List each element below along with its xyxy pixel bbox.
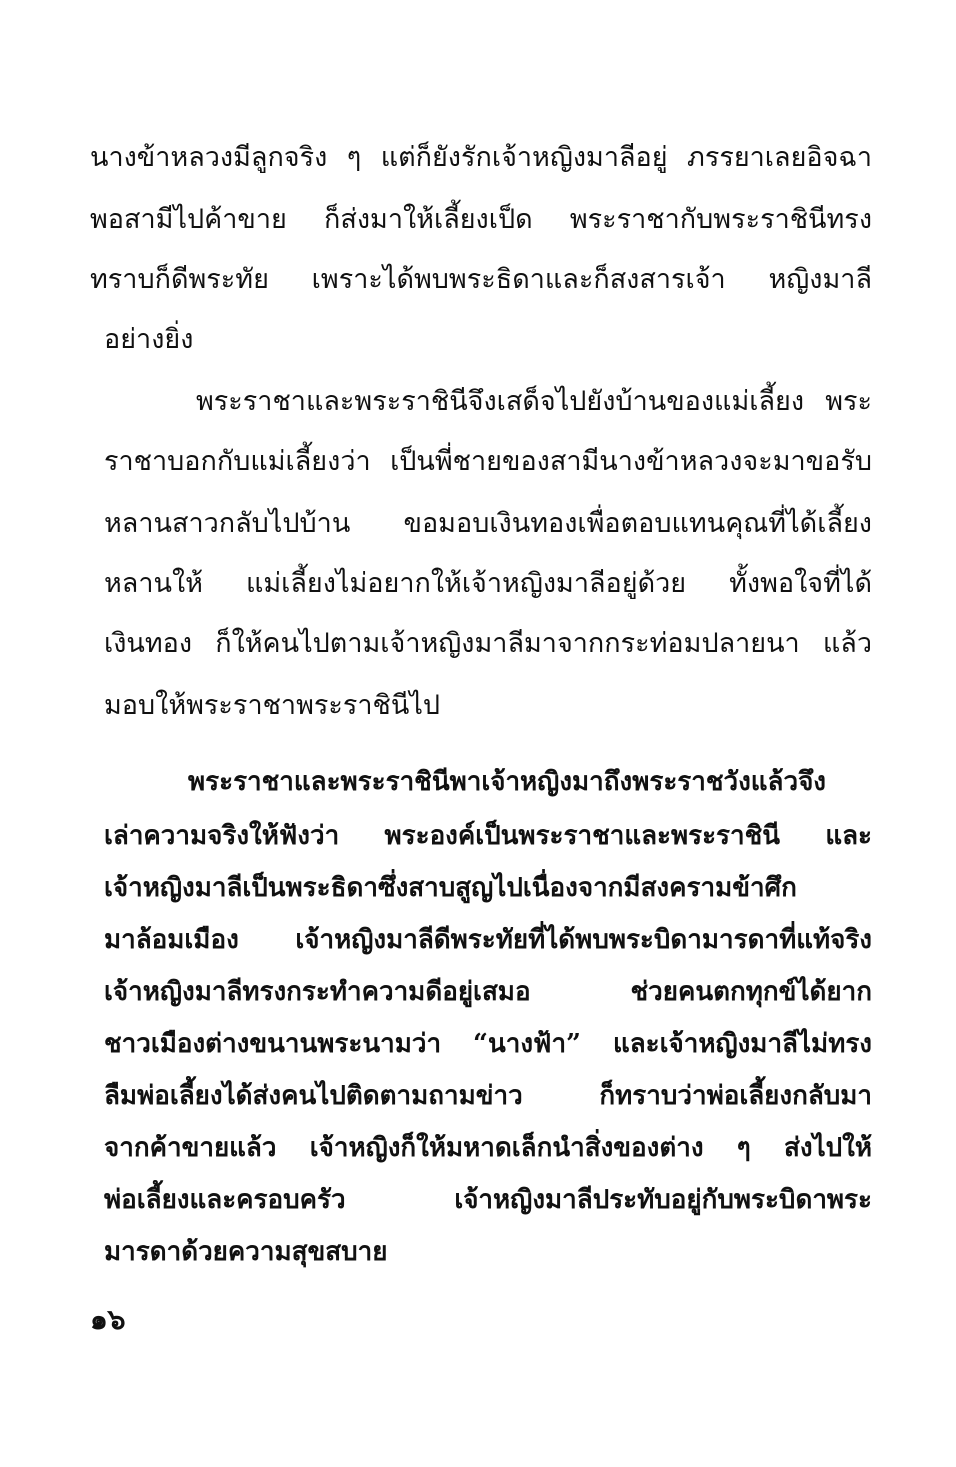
text-line: พระราชาและพระราชินีพาเจ้าหญิงมาถึงพระราชวังแล้วจึง [188,767,827,797]
text-line: ชาวเมืองต่างขนานพระนามว่า “นางฟ้า” และเจ้าหญิงมาลีไม่ทรง [104,1029,872,1059]
text-line: ลืมพ่อเลี้ยงได้ส่งคนไปติดตามถามข่าว ก็ทราบว่าพ่อเลี้ยงกลับมา [104,1081,872,1111]
text-line: หลานให้ แม่เลี้ยงไม่อยากให้เจ้าหญิงมาลีอยู่ด้วย ทั้งพอใจที่ได้ [104,568,872,599]
text-line: นางข้าหลวงมีลูกจริง ๆ แต่ก็ยังรักเจ้าหญิงมาลีอยู่ ภรรยาเลยอิจฉา [90,142,872,173]
text-line: พอสามีไปค้าขาย ก็ส่งมาให้เลี้ยงเป็ด พระราชากับพระราชินีทรง [90,204,872,235]
text-line: เงินทอง ก็ให้คนไปตามเจ้าหญิงมาลีมาจากกระท่อมปลายนา แล้ว [104,628,872,659]
text-line: พ่อเลี้ยงและครอบครัว เจ้าหญิงมาลีประทับอยู่กับพระบิดาพระ [104,1185,872,1215]
page-number: ๑๖ [90,1303,126,1336]
text-line: ทราบก็ดีพระทัย เพราะได้พบพระธิดาและก็สงสารเจ้า หญิงมาลี [90,264,872,295]
text-line: มาล้อมเมือง เจ้าหญิงมาลีดีพระทัยที่ได้พบพระบิดามารดาที่แท้จริง [104,925,872,955]
text-line: ราชาบอกกับแม่เลี้ยงว่า เป็นพี่ชายของสามีนางข้าหลวงจะมาขอรับ [104,446,872,477]
text-line: อย่างยิ่ง [104,324,194,355]
text-line: มอบให้พระราชาพระราชินีไป [104,690,441,721]
text-line: เจ้าหญิงมาลีเป็นพระธิดาซึ่งสาบสูญไปเนื่องจากมีสงครามข้าศึก [104,873,797,903]
text-line: พระราชาและพระราชินีจึงเสด็จไปยังบ้านของแม่เลี้ยง พระ [196,386,872,417]
text-line: จากค้าขายแล้ว เจ้าหญิงก็ให้มหาดเล็กนำสิ่งของต่าง ๆ ส่งไปให้ [104,1133,872,1163]
text-line: เล่าความจริงให้ฟังว่า พระองค์เป็นพระราชาและพระราชินี และ [104,821,872,851]
text-line: เจ้าหญิงมาลีทรงกระทำความดีอยู่เสมอ ช่วยคนตกทุกข์ได้ยาก [104,977,872,1007]
text-line: หลานสาวกลับไปบ้าน ขอมอบเงินทองเพื่อตอบแทนคุณที่ได้เลี้ยง [104,508,872,539]
text-line: มารดาด้วยความสุขสบาย [104,1237,388,1267]
